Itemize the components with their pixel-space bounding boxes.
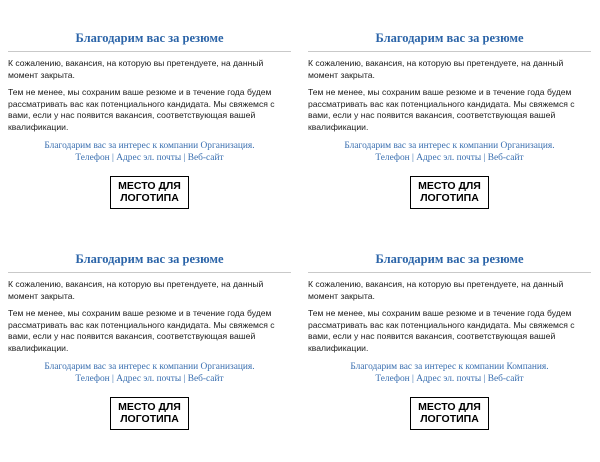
title-divider bbox=[308, 51, 591, 52]
thanks-line: Благодарим вас за интерес к компании Организация. bbox=[44, 362, 255, 372]
contact-line: Телефон | Адрес эл. почты | Веб-сайт bbox=[375, 152, 524, 163]
postcard-top-left bbox=[8, 31, 291, 237]
card-title: Благодарим вас за резюме bbox=[75, 31, 224, 45]
retention-paragraph: Тем не менее, мы сохраним ваше резюме и в течение года будем рассматривать вас как потенциального кандидата. Мы свяжемся с вами, если у нас появится вакансия, соответствующая вашей квалификации. bbox=[8, 87, 275, 132]
thanks-line: Благодарим вас за интерес к компании Организация. bbox=[44, 141, 255, 151]
logo-line-1: МЕСТО ДЛЯ bbox=[118, 180, 181, 192]
card-title: Благодарим вас за резюме bbox=[75, 252, 224, 266]
contact-line: Телефон | Адрес эл. почты | Веб-сайт bbox=[75, 152, 224, 163]
title-divider bbox=[8, 272, 291, 273]
logo-line-2: ЛОГОТИПА bbox=[420, 412, 479, 425]
logo-line-1: МЕСТО ДЛЯ bbox=[418, 180, 481, 192]
logo-line-1: МЕСТО ДЛЯ bbox=[118, 401, 181, 413]
rejection-paragraph: К сожалению, вакансия, на которую вы претендуете, на данный момент закрыта. bbox=[308, 58, 564, 80]
rejection-paragraph: К сожалению, вакансия, на которую вы претендуете, на данный момент закрыта. bbox=[308, 279, 564, 301]
postcard-top-right bbox=[308, 31, 591, 237]
title-divider bbox=[8, 51, 291, 52]
title-divider bbox=[308, 272, 591, 273]
logo-placeholder bbox=[410, 397, 489, 430]
logo-line-2: ЛОГОТИПА bbox=[120, 412, 179, 425]
rejection-paragraph: К сожалению, вакансия, на которую вы претендуете, на данный момент закрыта. bbox=[8, 58, 264, 80]
card-title: Благодарим вас за резюме bbox=[375, 252, 524, 266]
logo-placeholder bbox=[410, 176, 489, 209]
thanks-line: Благодарим вас за интерес к компании Организация. bbox=[344, 141, 555, 151]
thanks-line: Благодарим вас за интерес к компании Компания. bbox=[350, 362, 549, 372]
logo-placeholder bbox=[110, 397, 189, 430]
logo-placeholder bbox=[110, 176, 189, 209]
retention-paragraph: Тем не менее, мы сохраним ваше резюме и в течение года будем рассматривать вас как потенциального кандидата. Мы свяжемся с вами, если у нас появится вакансия, соответствующая вашей квалификации. bbox=[8, 308, 275, 353]
rejection-paragraph: К сожалению, вакансия, на которую вы претендуете, на данный момент закрыта. bbox=[8, 279, 264, 301]
postcard-bottom-right bbox=[308, 252, 591, 458]
card-title: Благодарим вас за резюме bbox=[375, 31, 524, 45]
retention-paragraph: Тем не менее, мы сохраним ваше резюме и в течение года будем рассматривать вас как потенциального кандидата. Мы свяжемся с вами, если у нас появится вакансия, соответствующая вашей квалификации. bbox=[308, 308, 575, 353]
logo-line-1: МЕСТО ДЛЯ bbox=[418, 401, 481, 413]
contact-line: Телефон | Адрес эл. почты | Веб-сайт bbox=[375, 373, 524, 384]
logo-line-2: ЛОГОТИПА bbox=[120, 191, 179, 204]
contact-line: Телефон | Адрес эл. почты | Веб-сайт bbox=[75, 373, 224, 384]
logo-line-2: ЛОГОТИПА bbox=[420, 191, 479, 204]
postcard-bottom-left bbox=[8, 252, 291, 458]
retention-paragraph: Тем не менее, мы сохраним ваше резюме и в течение года будем рассматривать вас как потенциального кандидата. Мы свяжемся с вами, если у нас появится вакансия, соответствующая вашей квалификации. bbox=[308, 87, 575, 132]
